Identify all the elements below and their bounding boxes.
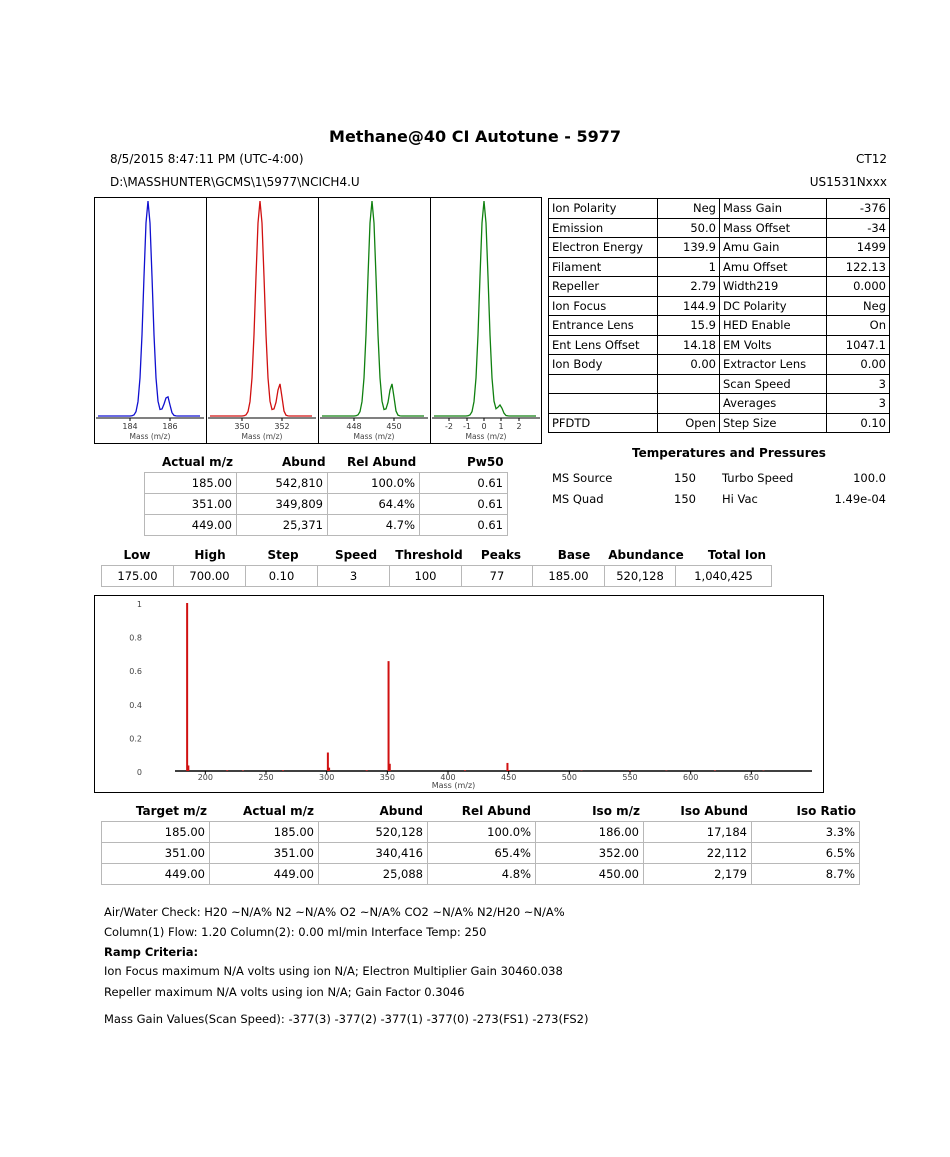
scan-col-header: Speed [334, 548, 378, 562]
param-row [549, 374, 890, 394]
iso-cell: 25,088 [319, 864, 428, 885]
param-value: 0.10 [827, 413, 890, 433]
peak-table [144, 472, 508, 536]
param-name: Ion Body [549, 355, 658, 375]
param-name: EM Volts [719, 335, 826, 355]
iso-col-header: Iso Abund [680, 804, 748, 818]
param-row [549, 238, 890, 258]
iso-col-header: Iso m/z [592, 804, 640, 818]
iso-cell: 22,112 [644, 843, 752, 864]
param-row [549, 257, 890, 277]
param-value: 50.0 [658, 218, 720, 238]
param-value: 0.00 [827, 355, 890, 375]
iso-cell: 185.00 [210, 822, 319, 843]
param-value: 14.18 [658, 335, 720, 355]
peak-cell: 4.7% [328, 515, 420, 536]
param-value [658, 374, 720, 394]
peak-cell: 0.61 [420, 473, 508, 494]
param-value: 1499 [827, 238, 890, 258]
profile-trace [434, 201, 536, 416]
param-name: Amu Gain [719, 238, 826, 258]
param-name [549, 374, 658, 394]
param-value: 139.9 [658, 238, 720, 258]
param-value: 122.13 [827, 257, 890, 277]
param-row [549, 199, 890, 219]
peak-cell: 542,810 [237, 473, 328, 494]
param-name: PFDTD [549, 413, 658, 433]
y-tick-label: 0.4 [129, 700, 142, 710]
report-title: Methane@40 CI Autotune - 5977 [329, 127, 621, 146]
peak-cell: 64.4% [328, 494, 420, 515]
scan-cell: 185.00 [533, 566, 605, 587]
profile-tick-label: -2 [445, 422, 453, 431]
param-value [658, 394, 720, 414]
scan-cell: 1,040,425 [676, 566, 772, 587]
profile-tick-label: 1 [498, 422, 504, 431]
profile-tick-label: -1 [463, 422, 471, 431]
param-name: HED Enable [719, 316, 826, 336]
iso-col-header: Actual m/z [243, 804, 314, 818]
x-tick-label: 200 [197, 773, 213, 782]
scan-cell: 100 [390, 566, 462, 587]
peak-cell: 351.00 [145, 494, 237, 515]
x-tick-label: 550 [622, 773, 638, 782]
peak-cell: 449.00 [145, 515, 237, 536]
mass-gain-values: Mass Gain Values(Scan Speed): -377(3) -377(2) -377(1) -377(0) -273(FS1) -273(FS2) [104, 1012, 589, 1026]
profile-trace [210, 201, 312, 416]
peak-row [145, 473, 508, 494]
peak-cell: 349,809 [237, 494, 328, 515]
y-tick-label: 0 [136, 768, 142, 777]
param-row [549, 218, 890, 238]
x-tick-label: 500 [561, 773, 577, 782]
scan-col-header: Low [123, 548, 151, 562]
y-tick-label: 0.2 [129, 734, 142, 744]
iso-cell: 185.00 [102, 822, 210, 843]
param-name: Filament [549, 257, 658, 277]
profile-xlabel: Mass (m/z) [465, 432, 507, 441]
iso-cell: 186.00 [536, 822, 644, 843]
param-name: DC Polarity [719, 296, 826, 316]
scan-col-header: Base [557, 548, 591, 562]
scan-cell: 0.10 [246, 566, 318, 587]
profile-xlabel: Mass (m/z) [241, 432, 283, 441]
scan-cell: 3 [318, 566, 390, 587]
param-row [549, 413, 890, 433]
profile-tick-label: 352 [274, 422, 290, 431]
param-name: Electron Energy [549, 238, 658, 258]
temp-value: 150 [674, 471, 696, 485]
scan-col-header: High [194, 548, 226, 562]
iso-cell: 351.00 [210, 843, 319, 864]
profile-xlabel: Mass (m/z) [353, 432, 395, 441]
scan-col-header: Abundance [608, 548, 684, 562]
ramp-criteria-label: Ramp Criteria: [104, 945, 199, 959]
spectrum-frame [94, 595, 824, 793]
temp-label: Turbo Speed [722, 471, 794, 485]
iso-cell: 449.00 [210, 864, 319, 885]
iso-cell: 17,184 [644, 822, 752, 843]
iso-row [102, 843, 860, 864]
profile-xlabel: Mass (m/z) [129, 432, 171, 441]
temp-value: 100.0 [853, 471, 886, 485]
profile-tick-label: 0 [481, 422, 487, 431]
profile-tick-label: 450 [386, 422, 402, 431]
peak-cell: 25,371 [237, 515, 328, 536]
iso-col-header: Rel Abund [461, 804, 531, 818]
param-value: 0.000 [827, 277, 890, 297]
repeller-max: Repeller maximum N/A volts using ion N/A; Gain Factor 0.3046 [104, 985, 465, 999]
param-name: Step Size [719, 413, 826, 433]
peak-cell: 0.61 [420, 494, 508, 515]
profile-tick-label: 184 [122, 422, 138, 431]
param-name [549, 394, 658, 414]
temp-value: 1.49e-04 [834, 492, 886, 506]
scan-cell: 700.00 [174, 566, 246, 587]
profile-trace [98, 201, 200, 416]
x-tick-label: 650 [743, 773, 759, 782]
param-value: Neg [658, 199, 720, 219]
temps-title: Temperatures and Pressures [632, 446, 826, 460]
iso-col-header: Target m/z [135, 804, 207, 818]
temp-value: 150 [674, 492, 696, 506]
scan-settings-table [101, 565, 772, 587]
y-tick-label: 0.6 [129, 667, 142, 677]
param-value: -34 [827, 218, 890, 238]
x-tick-label: 600 [683, 773, 699, 782]
param-name: Mass Gain [719, 199, 826, 219]
iso-cell: 8.7% [752, 864, 860, 885]
iso-col-header: Abund [379, 804, 423, 818]
param-value: -376 [827, 199, 890, 219]
param-name: Entrance Lens [549, 316, 658, 336]
iso-cell: 65.4% [428, 843, 536, 864]
param-row [549, 355, 890, 375]
peak-row [145, 494, 508, 515]
temp-label: MS Source [552, 471, 613, 485]
instrument-name: CT12 [856, 152, 887, 166]
param-row [549, 316, 890, 336]
param-name: Ent Lens Offset [549, 335, 658, 355]
iso-cell: 3.3% [752, 822, 860, 843]
peak-row [145, 515, 508, 536]
iso-row [102, 864, 860, 885]
param-value: Open [658, 413, 720, 433]
data-path: D:\MASSHUNTER\GCMS\1\5977\NCICH4.U [110, 175, 360, 189]
iso-cell: 4.8% [428, 864, 536, 885]
param-value: 1 [658, 257, 720, 277]
param-name: Scan Speed [719, 374, 826, 394]
x-axis-label: Mass (m/z) [431, 781, 476, 790]
param-value: Neg [827, 296, 890, 316]
iso-cell: 352.00 [536, 843, 644, 864]
param-row [549, 277, 890, 297]
y-tick-label: 0.8 [129, 633, 142, 643]
y-tick-label: 1 [136, 600, 142, 609]
profile-tick-label: 350 [234, 422, 250, 431]
x-tick-label: 400 [440, 773, 456, 782]
column-flow: Column(1) Flow: 1.20 Column(2): 0.00 ml/min Interface Temp: 250 [104, 925, 487, 939]
param-value: 1047.1 [827, 335, 890, 355]
param-name: Averages [719, 394, 826, 414]
peak-cell: 0.61 [420, 515, 508, 536]
x-tick-label: 350 [379, 773, 395, 782]
iso-cell: 449.00 [102, 864, 210, 885]
profile-tick-label: 448 [346, 422, 362, 431]
peak-cell: 185.00 [145, 473, 237, 494]
mass-spectrum-chart [95, 596, 823, 792]
scan-col-header: Step [267, 548, 299, 562]
param-name: Amu Offset [719, 257, 826, 277]
param-name: Width219 [719, 277, 826, 297]
profile-trace [322, 201, 424, 416]
param-value: 144.9 [658, 296, 720, 316]
col-pw50: Pw50 [467, 455, 504, 469]
x-tick-label: 450 [501, 773, 517, 782]
iso-cell: 2,179 [644, 864, 752, 885]
profile-tick-label: 186 [162, 422, 178, 431]
param-value: 3 [827, 394, 890, 414]
air-water-check: Air/Water Check: H20 ~N/A% N2 ~N/A% O2 ~N/A% CO2 ~N/A% N2/H20 ~N/A% [104, 905, 565, 919]
ion-focus-max: Ion Focus maximum N/A volts using ion N/A; Electron Multiplier Gain 30460.038 [104, 964, 563, 978]
tune-parameters-table [548, 198, 890, 433]
scan-col-header: Total Ion [707, 548, 767, 562]
scan-cell: 175.00 [102, 566, 174, 587]
iso-cell: 100.0% [428, 822, 536, 843]
report-datetime: 8/5/2015 8:47:11 PM (UTC-4:00) [110, 152, 304, 166]
iso-cell: 6.5% [752, 843, 860, 864]
param-name: Emission [549, 218, 658, 238]
col-actual-mz: Actual m/z [162, 455, 233, 469]
scan-col-header: Peaks [480, 548, 522, 562]
peak-profiles [94, 197, 542, 444]
scan-col-header: Threshold [395, 548, 463, 562]
temp-label: MS Quad [552, 492, 604, 506]
peak-profile-plots [94, 197, 542, 444]
scan-cell: 520,128 [605, 566, 676, 587]
param-name: Mass Offset [719, 218, 826, 238]
iso-cell: 351.00 [102, 843, 210, 864]
iso-row [102, 822, 860, 843]
iso-col-header: Iso Ratio [796, 804, 856, 818]
param-name: Extractor Lens [719, 355, 826, 375]
param-row [549, 335, 890, 355]
iso-cell: 450.00 [536, 864, 644, 885]
param-value: 2.79 [658, 277, 720, 297]
param-name: Ion Polarity [549, 199, 658, 219]
param-row [549, 296, 890, 316]
param-row [549, 394, 890, 414]
x-tick-label: 300 [319, 773, 335, 782]
param-name: Ion Focus [549, 296, 658, 316]
col-abund: Abund [282, 455, 326, 469]
iso-cell: 520,128 [319, 822, 428, 843]
col-rel-abund: Rel Abund [347, 455, 417, 469]
profile-tick-label: 2 [516, 422, 522, 431]
param-value: On [827, 316, 890, 336]
temp-label: Hi Vac [722, 492, 758, 506]
param-value: 3 [827, 374, 890, 394]
param-name: Repeller [549, 277, 658, 297]
x-tick-label: 250 [258, 773, 274, 782]
scan-cell: 77 [462, 566, 533, 587]
serial-number: US1531Nxxx [809, 175, 887, 189]
isotope-table [101, 821, 860, 885]
peak-cell: 100.0% [328, 473, 420, 494]
iso-cell: 340,416 [319, 843, 428, 864]
param-value: 0.00 [658, 355, 720, 375]
param-value: 15.9 [658, 316, 720, 336]
